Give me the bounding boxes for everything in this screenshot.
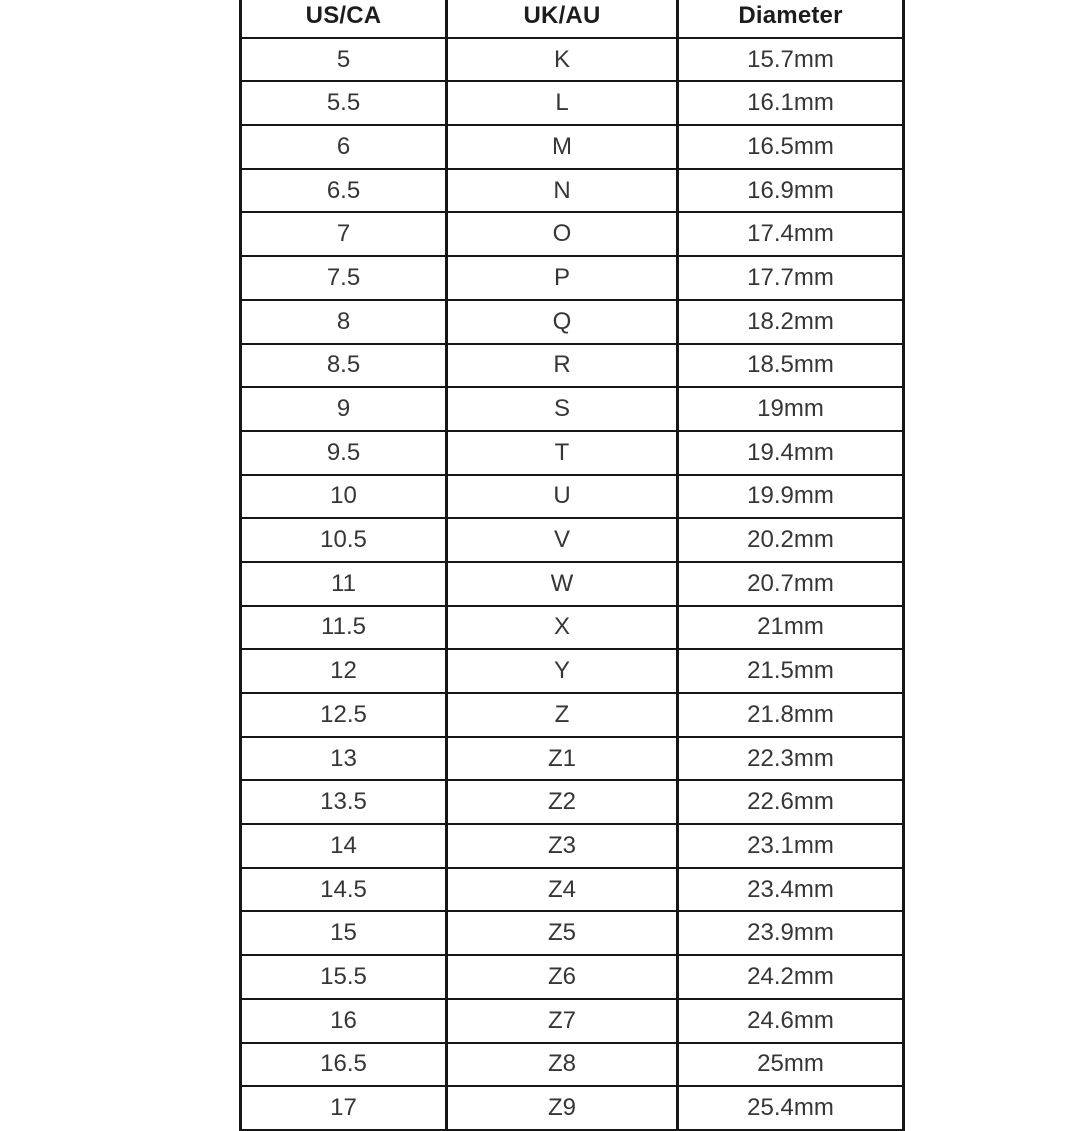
table-row: [241, 868, 904, 912]
table-row: [241, 999, 904, 1043]
table-cell: 5.5: [241, 81, 447, 125]
table-cell: 5: [241, 38, 447, 82]
table-cell: 24.2mm: [678, 955, 904, 999]
table-row: [241, 300, 904, 344]
table-row: [241, 256, 904, 300]
table-cell: 21.5mm: [678, 649, 904, 693]
table-cell: 20.7mm: [678, 562, 904, 606]
table-cell: 17: [241, 1086, 447, 1130]
table-row: [241, 955, 904, 999]
table-cell: Z: [447, 693, 678, 737]
table-cell: 6.5: [241, 169, 447, 213]
table-cell: 19.4mm: [678, 431, 904, 475]
table-cell: Z8: [447, 1043, 678, 1087]
table-cell: W: [447, 562, 678, 606]
table-row: [241, 562, 904, 606]
table-cell: U: [447, 475, 678, 519]
table-row: [241, 737, 904, 781]
table-cell: 23.4mm: [678, 868, 904, 912]
header-row: [241, 0, 904, 38]
table-row: [241, 518, 904, 562]
table-cell: 8: [241, 300, 447, 344]
table-cell: 9.5: [241, 431, 447, 475]
table-cell: 21mm: [678, 606, 904, 650]
table-cell: Z9: [447, 1086, 678, 1130]
table-cell: 7: [241, 212, 447, 256]
table-header: [241, 0, 904, 38]
table-row: [241, 606, 904, 650]
table-row: [241, 1043, 904, 1087]
table-cell: 20.2mm: [678, 518, 904, 562]
column-header-uk-au: UK/AU: [447, 0, 678, 38]
table-cell: Z1: [447, 737, 678, 781]
table-row: [241, 125, 904, 169]
table-cell: 22.3mm: [678, 737, 904, 781]
table-cell: 16.5: [241, 1043, 447, 1087]
table-cell: V: [447, 518, 678, 562]
table-row: [241, 649, 904, 693]
table-cell: 12: [241, 649, 447, 693]
table-cell: 17.4mm: [678, 212, 904, 256]
table-cell: Z3: [447, 824, 678, 868]
table-cell: 25.4mm: [678, 1086, 904, 1130]
table-cell: 16: [241, 999, 447, 1043]
table-cell: 19mm: [678, 387, 904, 431]
table-cell: 21.8mm: [678, 693, 904, 737]
table-cell: Y: [447, 649, 678, 693]
table-cell: 16.5mm: [678, 125, 904, 169]
table-cell: 13.5: [241, 780, 447, 824]
table-cell: K: [447, 38, 678, 82]
table-row: [241, 911, 904, 955]
table-cell: X: [447, 606, 678, 650]
table-row: [241, 212, 904, 256]
table-cell: N: [447, 169, 678, 213]
table-cell: 6: [241, 125, 447, 169]
table-cell: Z5: [447, 911, 678, 955]
table-cell: 10.5: [241, 518, 447, 562]
table-row: [241, 824, 904, 868]
table-cell: 23.9mm: [678, 911, 904, 955]
table-cell: 14: [241, 824, 447, 868]
table-cell: 11.5: [241, 606, 447, 650]
table-cell: R: [447, 344, 678, 388]
table-cell: 23.1mm: [678, 824, 904, 868]
table-row: [241, 38, 904, 82]
table-cell: O: [447, 212, 678, 256]
table-row: [241, 693, 904, 737]
table-row: [241, 344, 904, 388]
table-cell: 19.9mm: [678, 475, 904, 519]
table-cell: L: [447, 81, 678, 125]
column-header-diameter: Diameter: [678, 0, 904, 38]
table-cell: 13: [241, 737, 447, 781]
table-cell: 7.5: [241, 256, 447, 300]
table-cell: P: [447, 256, 678, 300]
table-cell: 16.1mm: [678, 81, 904, 125]
table-cell: Z4: [447, 868, 678, 912]
table-cell: 9: [241, 387, 447, 431]
column-header-us-ca: US/CA: [241, 0, 447, 38]
table-row: [241, 780, 904, 824]
ring-size-conversion-table: [239, 0, 905, 1131]
table-row: [241, 431, 904, 475]
table-cell: 25mm: [678, 1043, 904, 1087]
table-cell: 22.6mm: [678, 780, 904, 824]
table-cell: 24.6mm: [678, 999, 904, 1043]
table-cell: 10: [241, 475, 447, 519]
table-cell: Z2: [447, 780, 678, 824]
table-cell: 11: [241, 562, 447, 606]
table-cell: M: [447, 125, 678, 169]
table-cell: S: [447, 387, 678, 431]
table-cell: 15.5: [241, 955, 447, 999]
table-cell: Q: [447, 300, 678, 344]
table-cell: Z7: [447, 999, 678, 1043]
table-row: [241, 387, 904, 431]
ring-size-table-container: [239, 0, 905, 1131]
table-cell: 14.5: [241, 868, 447, 912]
table-cell: 12.5: [241, 693, 447, 737]
table-cell: Z6: [447, 955, 678, 999]
table-cell: 15.7mm: [678, 38, 904, 82]
size-table-body: [241, 38, 904, 1130]
table-cell: 18.5mm: [678, 344, 904, 388]
table-row: [241, 81, 904, 125]
table-row: [241, 475, 904, 519]
table-cell: 15: [241, 911, 447, 955]
table-cell: 16.9mm: [678, 169, 904, 213]
table-row: [241, 169, 904, 213]
table-cell: T: [447, 431, 678, 475]
table-cell: 8.5: [241, 344, 447, 388]
table-row: [241, 1086, 904, 1130]
table-cell: 18.2mm: [678, 300, 904, 344]
table-cell: 17.7mm: [678, 256, 904, 300]
